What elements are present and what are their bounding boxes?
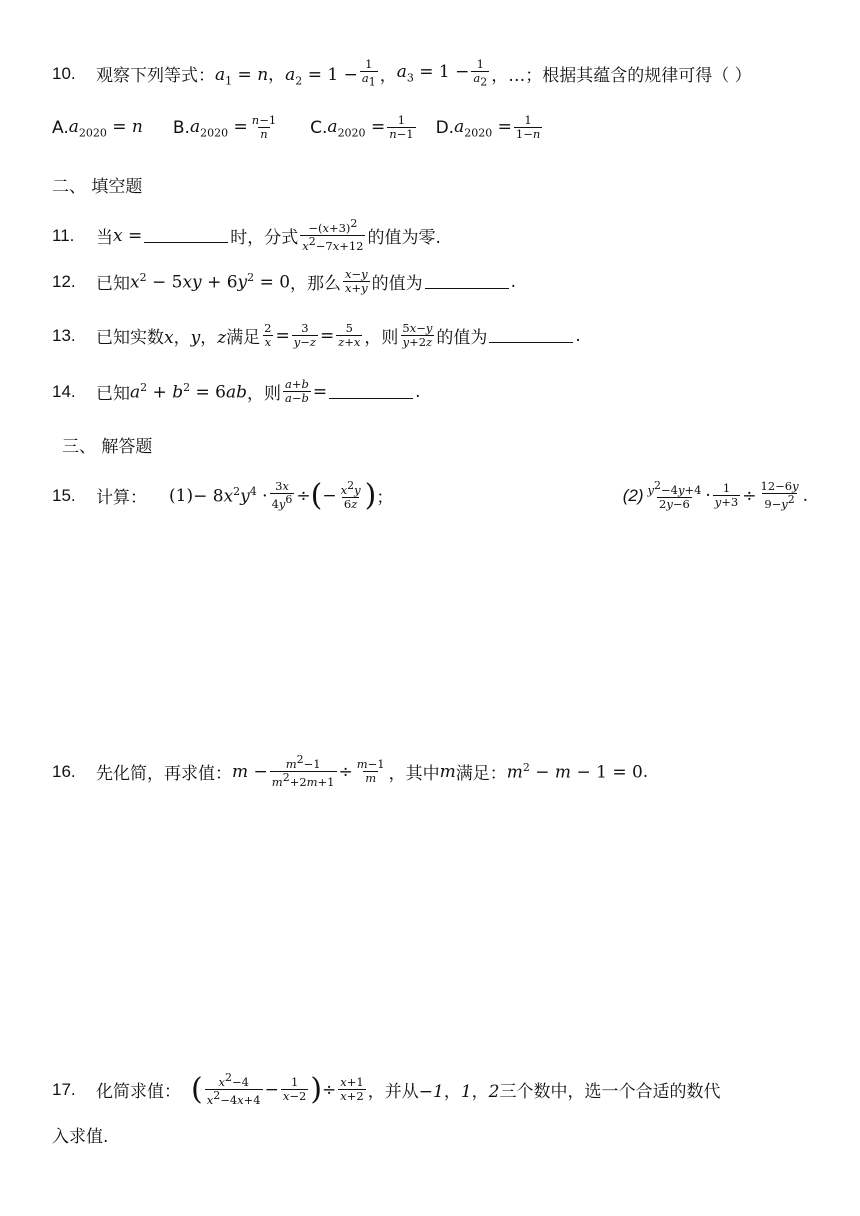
question-13: 13. 已知实数 x，y，z 满足 $\frac{2}{x}$ = $\frac{3}{y-z}$ = $\frac{5}{z+x}$ ，则 $\frac{5x-y}{y+2z}$ 的值为 . (52, 321, 581, 350)
answer-blank[interactable] (144, 228, 228, 243)
section-heading: 二、 填空题 (52, 177, 143, 197)
formula: $a_3 = 1$ − (396, 62, 470, 85)
question-10: 10. 观察下列等式： $a_1 = n$，$a_2 = 1$ − $\frac{1}{a_1}$ ， $a_3 = 1$ − $\frac{1}{a_2}$ ，… ；根据其蕴含的规律可得（ ） (52, 57, 752, 89)
section-heading: 三、 解答题 (62, 437, 153, 457)
question-14: 14. 已知 $a^2 + b^2 = 6ab$ ，则 $\frac{a+b}{a-b}$ = . (52, 377, 421, 406)
question-15: 15. 计算： (1) − $8x^2y^4$ · $\frac{3x}{4y^6}$ ÷ ( − $\frac{x^2y}{6z}$ ) ； (2) $\frac{y^2-4y+4}{2y-6}$ · $\frac{1}{y+3}$ ÷ $\frac{12-6y}{9-y^2}$ . (52, 477, 808, 513)
question-12: 12. 已知 $x^2 - 5xy + 6y^2 = 0$ ，那么 $\frac{x-y}{x+y}$ 的值为 . (52, 267, 517, 296)
fraction: $\frac{-(x+3)^2}{x^2-7x+12}$ (302, 217, 364, 253)
question-16: 16. 先化简，再求值： m − $\frac{m^2-1}{m^2+2m+1}$ ÷ $\frac{m-1}{m}$ ，其中 m 满足： $m^2 - m - 1 = 0$ . (52, 753, 649, 789)
fraction: $\frac{1}{a_1}$ (361, 57, 376, 89)
choice-b[interactable]: B. $a_{2020}$ = $\frac{n-1}{n}$ (172, 113, 277, 142)
formula: $a_1 = n$，$a_2 = 1$ − (215, 64, 358, 88)
fraction: $\frac{1}{a_2}$ (473, 57, 488, 89)
question-17-continued: 入求值. (52, 1127, 109, 1147)
answer-blank[interactable] (425, 274, 509, 289)
question-10-choices (52, 114, 574, 141)
answer-blank[interactable] (489, 328, 573, 343)
question-11: 11. 当 x = 时，分式 $\frac{-(x+3)^2}{x^2-7x+12}$ 的值为零. (52, 217, 441, 253)
choice-d[interactable]: D. $a_{2020}$ = $\frac{1}{1-n}$ (435, 113, 541, 142)
question-number: 10. (52, 63, 76, 83)
question-17: 17. 化简求值： ( $\frac{x^2-4}{x^2-4x+4}$ − $\frac{1}{x-2}$ ) ÷ $\frac{x+1}{x+2}$ ，并从 −1，1，2 三个数中，选一个合适的数代 (52, 1071, 721, 1107)
choice-c[interactable]: C. $a_{2020}$ = $\frac{1}{n-1}$ (310, 113, 414, 142)
answer-blank[interactable] (329, 384, 413, 399)
choice-a[interactable]: A. $a_{2020} = n$ (52, 116, 143, 139)
